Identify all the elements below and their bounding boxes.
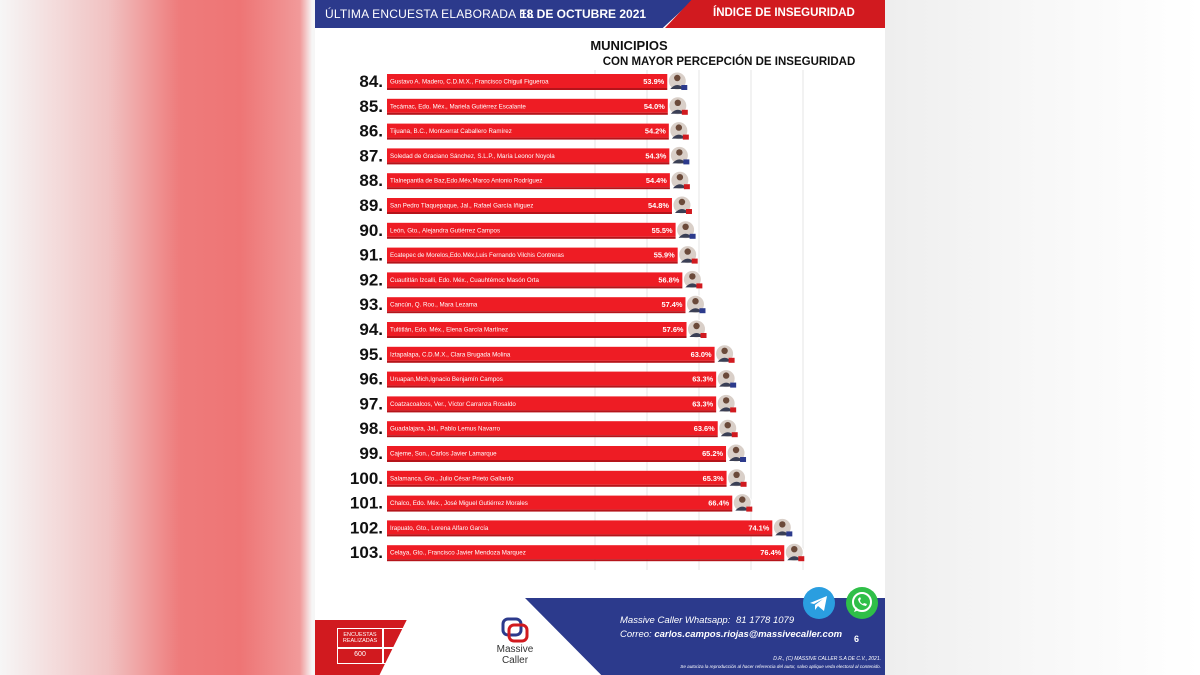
bar-category-label: Tecámac, Edo. Méx., Mariela Gutiérrez Escalante [390, 103, 526, 111]
bar-shadow [387, 187, 670, 189]
bar-shadow [387, 88, 667, 90]
bar-rank-label: 91. [359, 245, 383, 265]
party-logo-icon [732, 432, 738, 437]
party-logo-icon [682, 110, 688, 115]
bar-category-label: Soledad de Graciano Sánchez, S.L.P., María Leonor Noyola [390, 152, 555, 160]
bar-rank-label: 89. [359, 196, 383, 215]
bar-shadow [387, 138, 669, 140]
party-logo-icon [701, 333, 707, 338]
party-logo-icon [730, 383, 736, 388]
party-logo-icon [692, 259, 698, 264]
party-logo-icon [746, 507, 752, 512]
margin-value-text: +/- 4.3% [392, 651, 420, 658]
portrait-head [684, 248, 690, 254]
bar-rank-label: 103. [349, 543, 383, 563]
bar-category-label: Guadalajara, Jal., Pablo Lemus Navarro [390, 425, 501, 433]
bar-value-label: 66.4% [708, 498, 730, 508]
portrait-head [733, 472, 739, 478]
margin-value [383, 648, 429, 664]
portrait-head [693, 323, 699, 329]
surveys-header [337, 628, 383, 648]
bar-shadow [387, 212, 672, 214]
portrait-head [689, 273, 695, 279]
bar-shadow [387, 386, 716, 388]
margin-header [383, 628, 429, 648]
page-number: 6 [854, 634, 860, 644]
party-logo-icon [683, 159, 689, 164]
bar-category-label: Celaya, Gto., Francisco Javier Mendoza Marquez [390, 549, 526, 557]
bar-rank-label: 94. [359, 320, 383, 339]
portrait-head [677, 174, 683, 180]
whatsapp-icon[interactable] [845, 586, 879, 620]
logo-name [485, 644, 545, 666]
bar-category-label: Cajeme, Son., Carlos Javier Lamarque [390, 450, 497, 458]
bar-value-label: 63.6% [693, 424, 715, 434]
bar-category-label: Gustavo A. Madero, C.D.M.X., Francisco Chiguil Figueroa [390, 78, 549, 86]
portrait-head [725, 422, 731, 428]
bar-rank-label: 92. [359, 270, 383, 290]
logo-mark-icon [500, 616, 530, 644]
party-logo-icon [690, 234, 696, 239]
bar-rank-label: 102. [349, 518, 383, 538]
bar-rank-label: 87. [359, 146, 383, 166]
portrait-head [723, 397, 729, 403]
bar-shadow [387, 559, 784, 561]
portrait-head [692, 298, 698, 304]
bar-value-label: 54.2% [644, 126, 666, 136]
margin-header-text: M. E. [399, 634, 413, 640]
bar-rank-label: 86. [359, 121, 383, 141]
bar-rank-label: 101. [349, 493, 383, 513]
surveys-header-text: ENCUESTAS REALIZADAS [342, 632, 378, 644]
index-name: ÍNDICE DE INSEGURIDAD [713, 7, 855, 19]
party-logo-icon [741, 482, 747, 487]
portrait-head [682, 224, 688, 230]
bar-category-label: León, Gto., Alejandra Gutiérrez Campos [390, 227, 501, 235]
whatsapp-number: 81 1778 1079 [736, 615, 795, 626]
bar-rank-label: 98. [359, 419, 383, 439]
bar-value-label: 56.8% [658, 275, 680, 285]
portrait-head [721, 348, 727, 354]
email-label: Correo: [620, 629, 652, 640]
bar-value-label: 54.0% [643, 101, 665, 111]
logo-name-line1: Massive [496, 644, 534, 655]
reproduction-notice: Se autoriza la reproducción al hacer referencia del autor, salvo aplique veda electoral al contenido. [680, 664, 881, 669]
chart-subtitle: CON MAYOR PERCEPCIÓN DE INSEGURIDAD [602, 56, 856, 68]
bar-category-label: Iztapalapa, C.D.M.X., Clara Brugada Molina [390, 351, 511, 359]
bar-shadow [387, 262, 678, 264]
portrait-head [723, 372, 729, 378]
bar-value-label: 53.9% [643, 77, 665, 86]
party-logo-icon [683, 135, 689, 140]
bar-shadow [387, 162, 669, 164]
bar-rank-label: 95. [359, 344, 383, 364]
bar-rank-label: 99. [359, 444, 383, 463]
portrait-head [676, 149, 682, 155]
party-logo-icon [684, 184, 690, 189]
bar-category-label: Ecatepec de Morelos,Edo.Méx,Luis Fernando Vilchis Contreras [390, 252, 564, 260]
bar-rank-label: 97. [359, 394, 383, 414]
party-logo-icon [729, 358, 735, 363]
logo-name-line2: Caller [501, 655, 529, 666]
bar-value-label: 54.3% [645, 151, 667, 161]
bar-shadow [387, 113, 668, 115]
bar-rank-label: 100. [349, 468, 383, 488]
footer [315, 590, 885, 675]
bar-shadow [387, 361, 715, 363]
email-address: carlos.campos.riojas@massivecaller.com [654, 629, 843, 640]
portrait-head [674, 75, 680, 81]
bar-shadow [387, 460, 726, 462]
bar-value-label: 63.3% [692, 399, 714, 409]
party-logo-icon [798, 556, 804, 561]
whatsapp-contact [620, 615, 794, 626]
party-logo-icon [686, 209, 692, 214]
bar-value-label: 76.4% [760, 548, 782, 558]
portrait-head [791, 546, 797, 552]
bar-shadow [387, 410, 716, 412]
portrait-head [739, 496, 745, 502]
bar-value-label: 55.9% [653, 250, 675, 260]
bar-rank-label: 84. [359, 72, 383, 91]
bar-category-label: San Pedro Tlaquepaque, Jal., Rafael García Iñiguez [390, 202, 534, 210]
bar-value-label: 57.6% [662, 325, 684, 334]
bar-rank-label: 88. [359, 171, 383, 191]
bar-category-label: Cancún, Q. Roo., Mara Lezama [390, 301, 478, 309]
bar-shadow [387, 510, 732, 512]
bar-rank-label: 90. [359, 220, 383, 240]
surveys-value [337, 648, 383, 664]
party-logo-icon [681, 85, 687, 90]
bar-shadow [387, 534, 772, 536]
portrait-head [675, 100, 681, 106]
bar-category-label: Uruapan,Mich,Ignacio Benjamín Campos [390, 376, 503, 384]
telegram-icon[interactable] [802, 586, 836, 620]
whatsapp-label: Massive Caller Whatsapp: [620, 615, 731, 626]
bar-category-label: Tlalnepantla de Baz,Edo.Méx,Marco Antonio Rodríguez [390, 177, 543, 185]
party-logo-icon [696, 283, 702, 288]
party-logo-icon [740, 457, 746, 462]
portrait-head [676, 124, 682, 130]
party-logo-icon [730, 407, 736, 412]
bar-rank-label: 96. [359, 369, 383, 389]
survey-label: ÚLTIMA ENCUESTA ELABORADA EL [325, 7, 535, 21]
party-logo-icon [786, 531, 792, 536]
bar-shadow [387, 311, 685, 313]
bar-rank-label: 85. [359, 96, 383, 116]
bar-category-label: Tijuana, B.C., Montserrat Caballero Ramírez [390, 128, 512, 136]
bar-shadow [387, 336, 687, 338]
bar-category-label: Coatzacoalcos, Ver., Víctor Carranza Rosaldo [390, 400, 516, 408]
bar-value-label: 54.4% [645, 176, 667, 186]
portrait-head [779, 521, 785, 527]
email-contact [620, 629, 842, 640]
bar-category-label: Irapuato, Gto., Lorena Alfaro García [390, 524, 489, 532]
portrait-head [733, 447, 739, 453]
bar-value-label: 57.4% [661, 300, 683, 310]
bar-rank-label: 93. [359, 295, 383, 315]
bar-value-label: 63.0% [690, 349, 712, 359]
bar-value-label: 65.3% [702, 473, 724, 483]
bar-value-label: 74.1% [748, 523, 770, 533]
infographic-card [315, 0, 885, 675]
survey-date: 18 DE OCTUBRE 2021 [520, 7, 647, 21]
bar-category-label: Salamanca, Gto., Julio César Prieto Gallardo [390, 475, 514, 483]
bar-shadow [387, 485, 727, 487]
survey-stats-table [337, 628, 429, 666]
bar-value-label: 65.2% [702, 449, 724, 458]
bar-value-label: 55.5% [651, 225, 673, 235]
bar-shadow [387, 435, 718, 437]
chart-title: MUNICIPIOS [590, 38, 668, 53]
bar-value-label: 63.3% [692, 374, 714, 384]
bar-shadow [387, 237, 676, 239]
portrait-head [679, 199, 685, 205]
bar-category-label: Chalco, Edo. Méx., José Miguel Gutiérrez Morales [390, 500, 528, 508]
surveys-value-text: 600 [354, 651, 366, 658]
bar-category-label: Cuautitlán Izcalli, Edo. Méx., Cuauhtémoc Masón Orta [390, 276, 539, 284]
party-logo-icon [699, 308, 705, 313]
bar-category-label: Tultitlán, Edo. Méx., Elena García Martínez [390, 326, 509, 334]
bar-shadow [387, 286, 682, 288]
bar-chart [315, 0, 885, 590]
bar-value-label: 54.8% [647, 201, 669, 210]
copyright-text: D.R., (C) MASSIVE CALLER S.A DE C.V., 2021. [773, 656, 881, 662]
